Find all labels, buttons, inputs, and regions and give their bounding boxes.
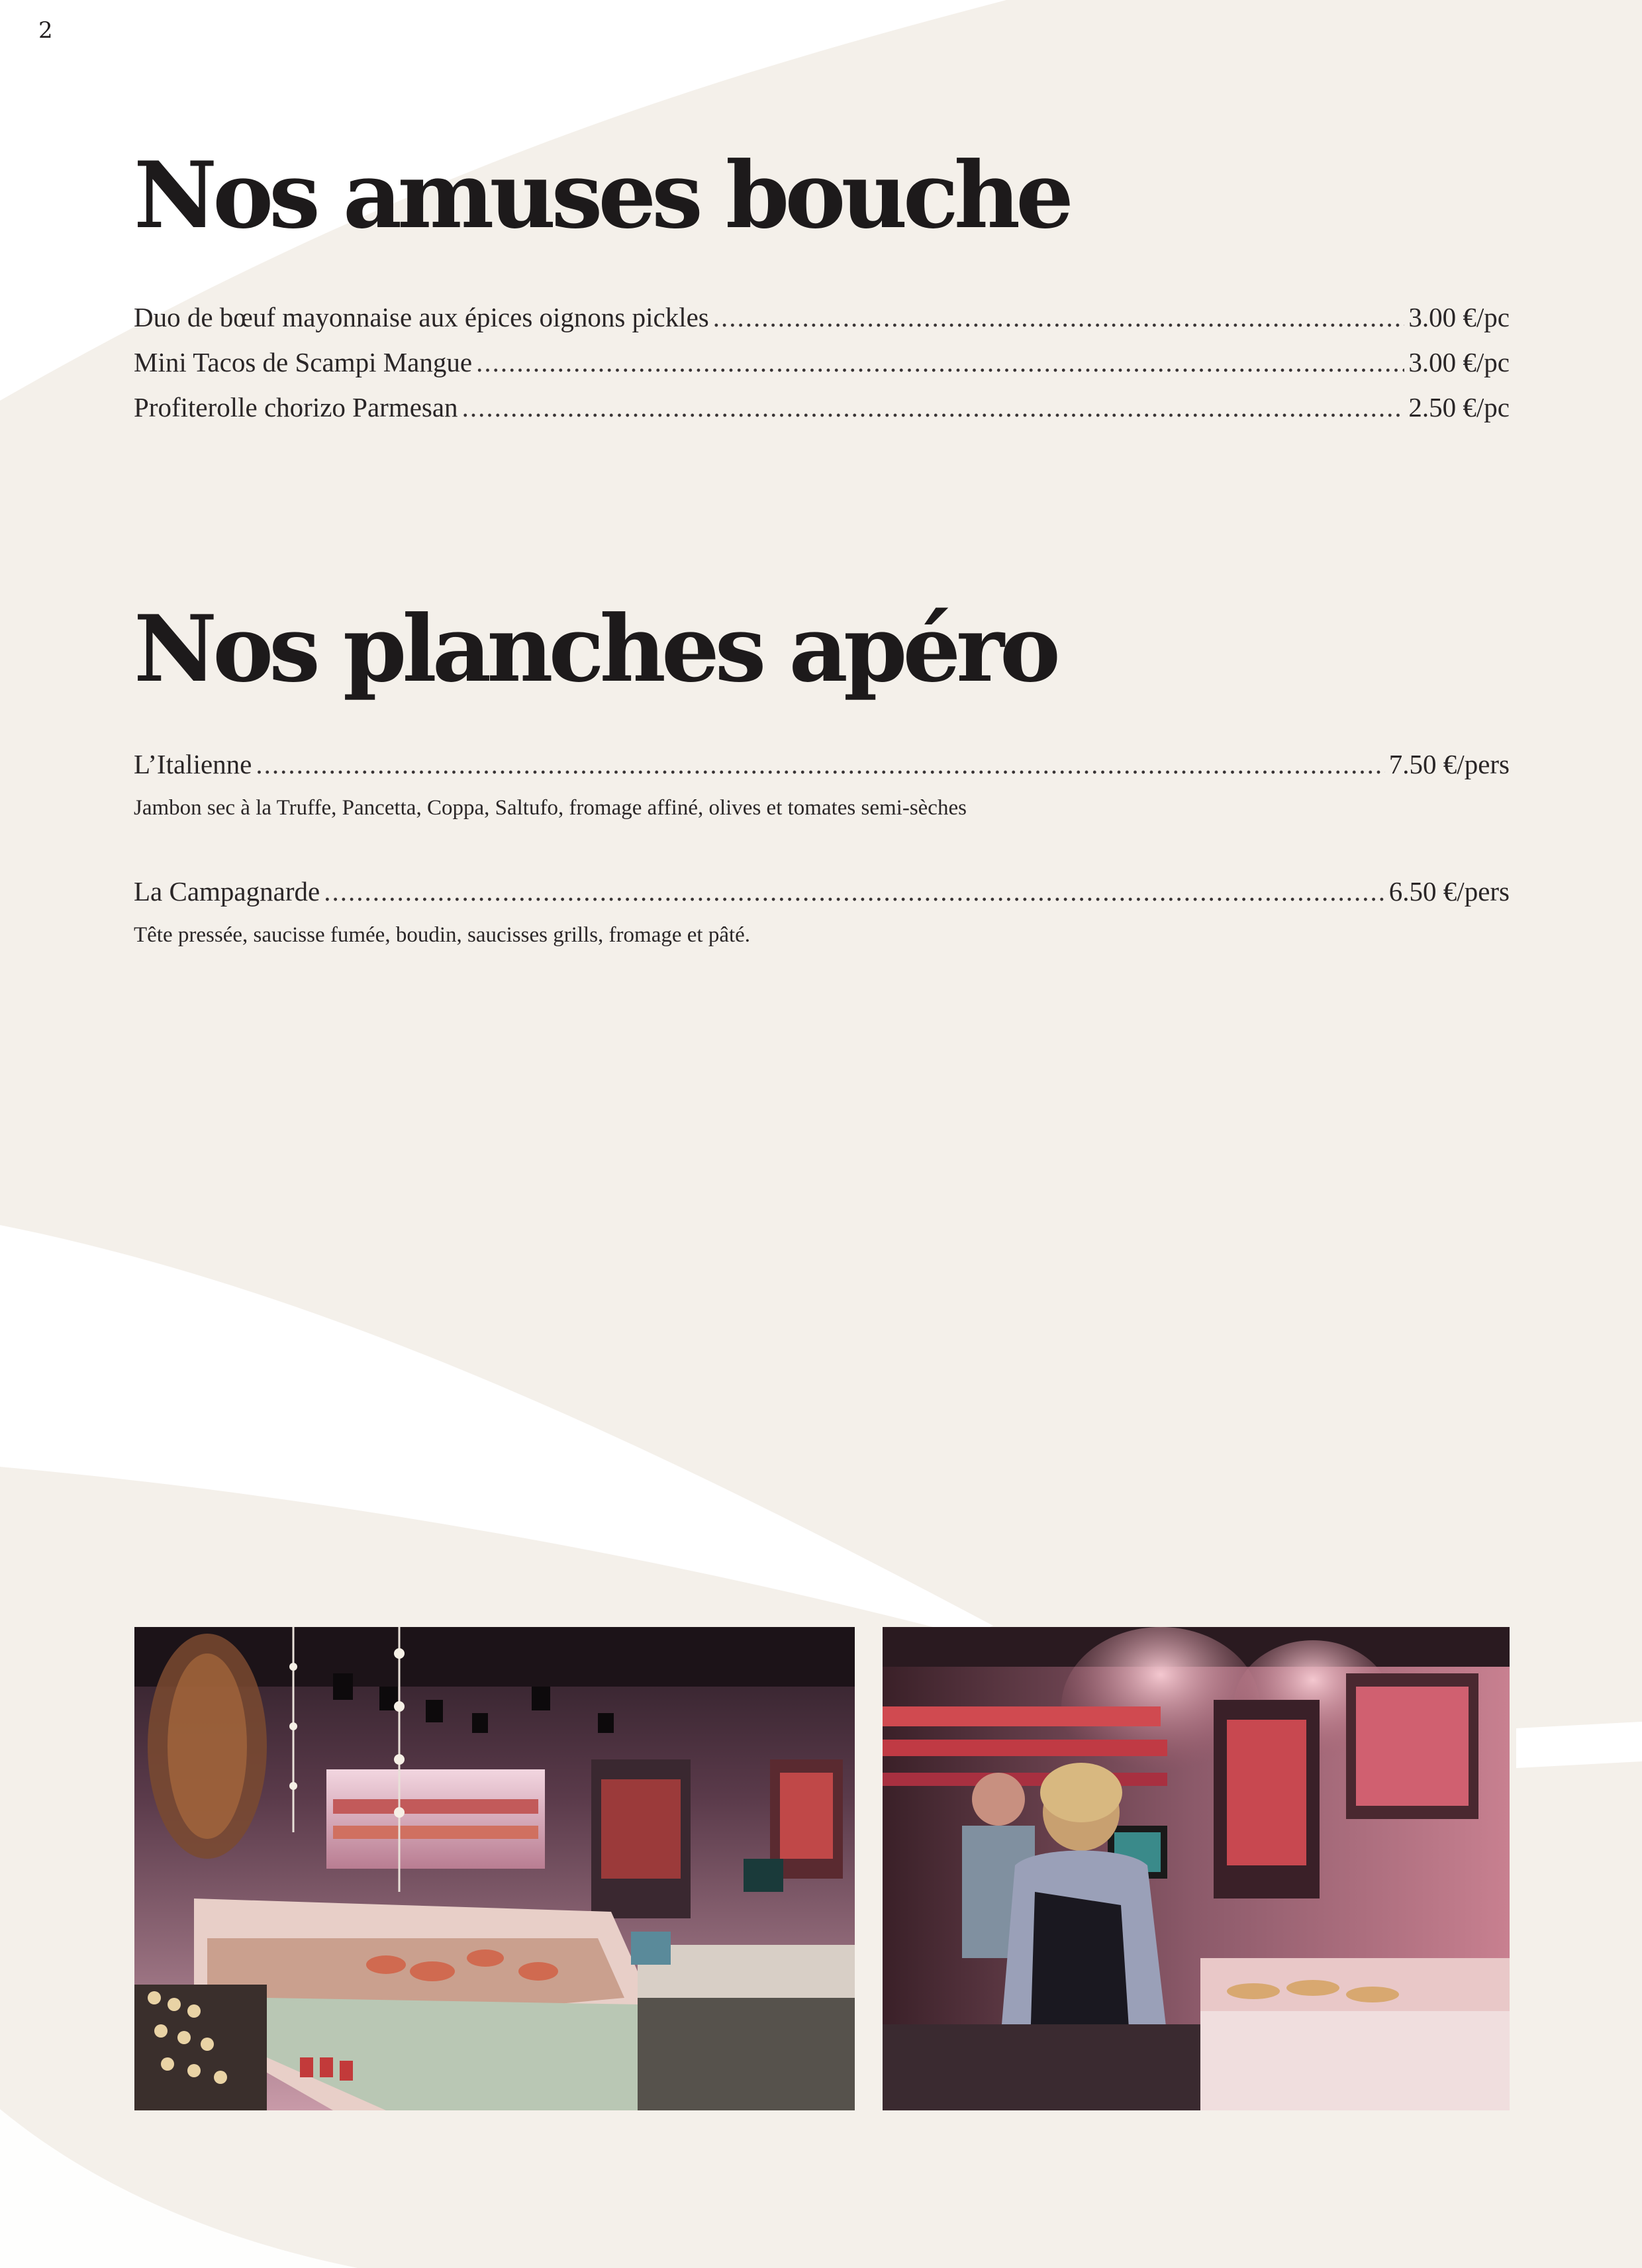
item-price: 6.50 €/pers: [1388, 876, 1510, 907]
planches-apero-section: [134, 589, 1510, 996]
item-name: L’Italienne: [134, 749, 252, 779]
amuses-bouche-section: [134, 136, 1510, 430]
planche-item: [134, 869, 1510, 956]
planche-line: [134, 742, 1510, 787]
item-price: 7.50 €/pers: [1388, 749, 1510, 779]
menu-item: [134, 385, 1510, 430]
dot-leader: [713, 295, 1405, 340]
item-name: Profiterolle chorizo Parmesan: [134, 392, 458, 422]
item-description: Tête pressée, saucisse fumée, boudin, saucisses grills, fromage et pâté.: [134, 923, 751, 947]
planches-apero-list: [134, 742, 1510, 956]
butcher-staff-serving-photo: [883, 1627, 1510, 2110]
item-price: 3.00 €/pc: [1408, 347, 1510, 377]
item-description: Jambon sec à la Truffe, Pancetta, Coppa, Saltufo, fromage affiné, olives et tomates semi-sèches: [134, 796, 967, 820]
planche-line: [134, 869, 1510, 914]
dot-leader: [462, 385, 1405, 430]
amuses-bouche-list: [134, 295, 1510, 430]
dot-leader: [324, 869, 1385, 914]
dot-leader: [476, 340, 1404, 385]
planches-apero-title: Nos planches apéro: [134, 595, 1056, 703]
page-number: 2: [38, 17, 53, 44]
item-price: 3.00 €/pc: [1408, 302, 1510, 332]
dot-leader: [256, 742, 1384, 787]
amuses-bouche-title: Nos amuses bouche: [134, 141, 1069, 249]
item-name: Mini Tacos de Scampi Mangue: [134, 347, 473, 377]
item-name: La Campagnarde: [134, 876, 320, 907]
item-price: 2.50 €/pc: [1408, 392, 1510, 422]
butcher-shop-counter-photo: [134, 1627, 855, 2110]
menu-item: [134, 340, 1510, 385]
planche-item: [134, 742, 1510, 829]
menu-item: [134, 295, 1510, 340]
item-name: Duo de bœuf mayonnaise aux épices oignons pickles: [134, 302, 709, 332]
